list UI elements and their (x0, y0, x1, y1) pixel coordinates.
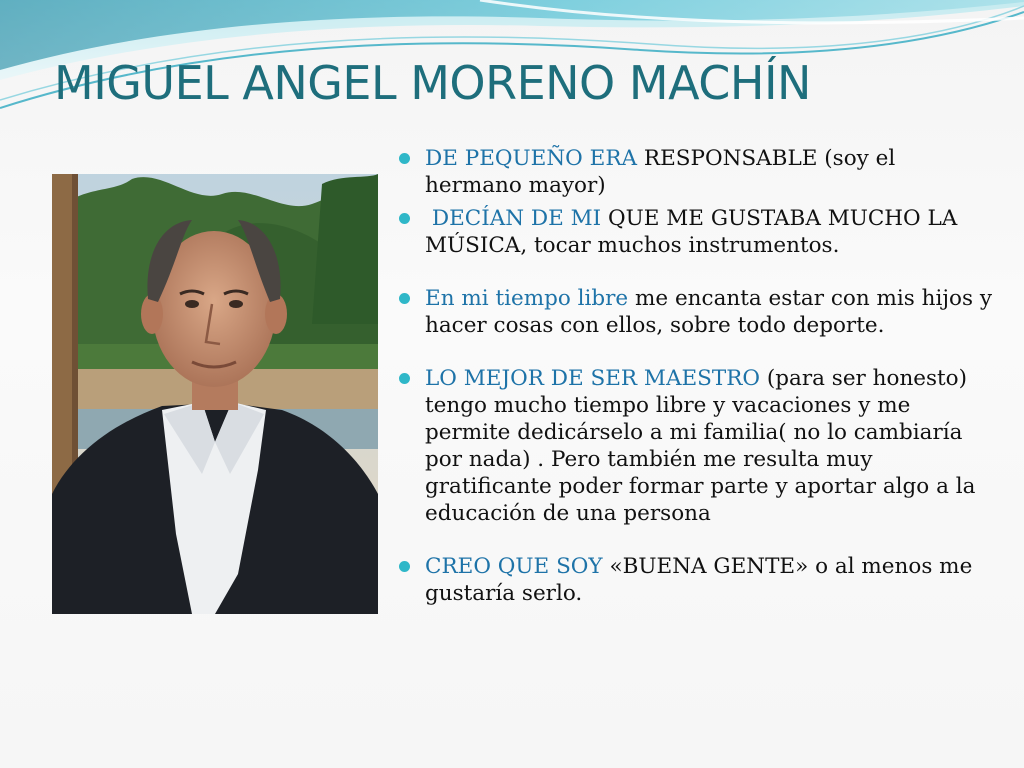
bullet-dot-icon (399, 561, 410, 572)
bullet-dot-icon (399, 293, 410, 304)
bullet-item (398, 145, 998, 199)
bullet-item (398, 365, 998, 527)
bullet-item (398, 553, 998, 607)
bullet-item (398, 205, 998, 259)
bullet-highlight: DE PEQUEÑO ERA (425, 146, 638, 171)
bullet-highlight: CREO QUE SOY (425, 554, 603, 579)
slide-title: MIGUEL ANGEL MORENO MACHÍN (54, 56, 811, 110)
bullet-highlight: DECÍAN DE MI (425, 206, 602, 231)
bullet-dot-icon (399, 153, 410, 164)
bullet-dot-icon (399, 213, 410, 224)
bullet-highlight: En mi tiempo libre (425, 286, 629, 311)
bullet-text: me encanta estar con mis hijos y hacer cosas con ellos, sobre todo deporte. (425, 286, 992, 338)
bullet-dot-icon (399, 373, 410, 384)
bullet-text: (para ser honesto) tengo mucho tiempo libre y vacaciones y me permite dedicárselo a mi familia( no lo cambiaría por nada) . Pero también me resulta muy gratificante poder formar parte y aportar algo a la educación de una persona (425, 366, 976, 526)
bullet-text: «BUENA GENTE» o al menos me gustaría serlo. (425, 554, 973, 606)
bullet-text: RESPONSABLE (soy el hermano mayor) (425, 146, 896, 198)
bullet-highlight: LO MEJOR DE SER MAESTRO (425, 366, 761, 391)
bullet-item (398, 285, 998, 339)
portrait-photo (52, 174, 378, 614)
bullet-list (398, 145, 998, 607)
bullet-text: QUE ME GUSTABA MUCHO LA MÚSICA, tocar muchos instrumentos. (425, 206, 958, 258)
